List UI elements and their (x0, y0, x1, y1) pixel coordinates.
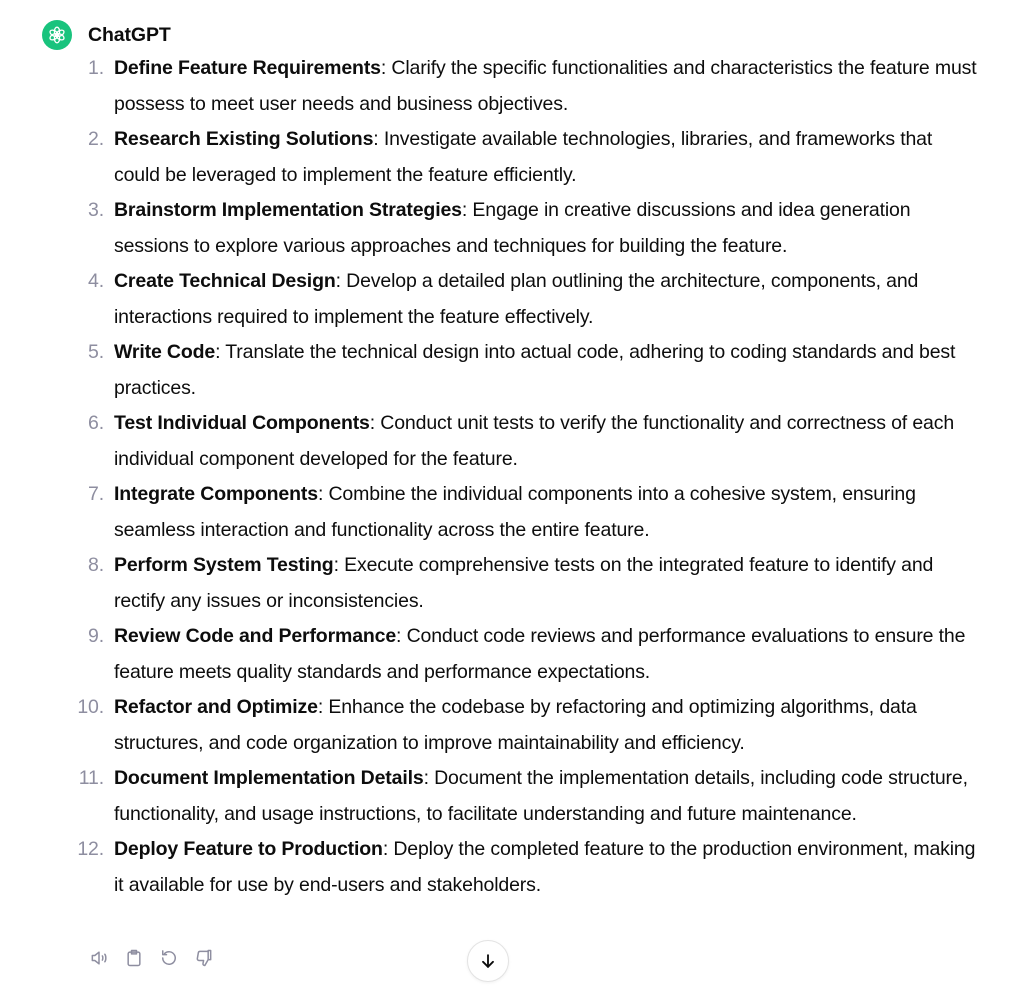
list-item-term: Document Implementation Details (114, 767, 424, 789)
arrow-down-icon (478, 951, 498, 971)
steps-list (42, 51, 982, 903)
speaker-icon (89, 948, 109, 968)
list-item-description: : Combine the individual components into a cohesive system, ensuring seamless interaction and functionality across the entire feature. (114, 483, 916, 541)
list-item-term: Deploy Feature to Production (114, 838, 383, 860)
list-item-number: 11. (78, 767, 104, 789)
list-item-number: 3. (88, 199, 104, 221)
list-item (42, 264, 982, 335)
list-item-term: Write Code (114, 341, 216, 363)
list-item-number: 7. (88, 483, 104, 505)
regenerate-icon (159, 948, 179, 968)
list-item-description: : Translate the technical design into actual code, adhering to coding standards and best practices. (114, 341, 956, 399)
list-item-description: : Conduct code reviews and performance evaluations to ensure the feature meets quality standards and performance expectations. (114, 625, 966, 683)
copy-button[interactable] (123, 944, 145, 972)
list-item-description: : Document the implementation details, including code structure, functionality, and usage instructions, to facilitate understanding and future maintenance. (114, 767, 968, 825)
list-item (42, 690, 982, 761)
list-item-description: : Engage in creative discussions and idea generation sessions to explore various approaches and techniques for building the feature. (114, 199, 911, 257)
list-item (42, 761, 982, 832)
list-item-number: 2. (88, 128, 104, 150)
list-item-description: : Enhance the codebase by refactoring and optimizing algorithms, data structures, and code organization to improve maintainability and efficiency. (114, 696, 917, 754)
list-item-description: : Deploy the completed feature to the production environment, making it available for use by end-users and stakeholders. (114, 838, 976, 896)
message-header (42, 18, 982, 52)
list-item-term: Integrate Components (114, 483, 318, 505)
list-item-number: 6. (88, 412, 104, 434)
list-item-number: 1. (88, 57, 104, 79)
thumbs-down-button[interactable] (193, 944, 215, 972)
list-item-term: Define Feature Requirements (114, 57, 381, 79)
list-item (42, 122, 982, 193)
list-item-number: 5. (88, 341, 104, 363)
list-item-term: Create Technical Design (114, 270, 336, 292)
list-item (42, 548, 982, 619)
message-actions (88, 944, 215, 972)
list-item-description: : Execute comprehensive tests on the integrated feature to identify and rectify any issues or inconsistencies. (114, 554, 934, 612)
scroll-to-bottom-button[interactable] (467, 940, 509, 982)
list-item-term: Review Code and Performance (114, 625, 397, 647)
list-item (42, 619, 982, 690)
thumbs-down-icon (194, 948, 214, 968)
list-item-term: Research Existing Solutions (114, 128, 374, 150)
list-item-term: Brainstorm Implementation Strategies (114, 199, 462, 221)
list-item (42, 406, 982, 477)
list-item-term: Test Individual Components (114, 412, 370, 434)
list-item-term: Refactor and Optimize (114, 696, 318, 718)
list-item-description: : Conduct unit tests to verify the functionality and correctness of each individual component developed for the feature. (114, 412, 955, 470)
list-item-term: Perform System Testing (114, 554, 334, 576)
list-item (42, 193, 982, 264)
regenerate-button[interactable] (158, 944, 180, 972)
read-aloud-button[interactable] (88, 944, 110, 972)
assistant-message (42, 18, 982, 903)
list-item (42, 832, 982, 903)
list-item-description: : Investigate available technologies, libraries, and frameworks that could be leveraged to implement the feature efficiently. (114, 128, 933, 186)
list-item (42, 477, 982, 548)
list-item-number: 10. (77, 696, 104, 718)
list-item-number: 12. (77, 838, 104, 860)
copy-icon (124, 948, 144, 968)
author-name: ChatGPT (88, 23, 171, 46)
list-item (42, 51, 982, 122)
list-item-description: : Develop a detailed plan outlining the architecture, components, and interactions required to implement the feature effectively. (114, 270, 919, 328)
list-item-number: 9. (88, 625, 104, 647)
list-item-number: 4. (88, 270, 104, 292)
chatgpt-logo-icon (42, 20, 72, 50)
list-item (42, 335, 982, 406)
list-item-description: : Clarify the specific functionalities and characteristics the feature must possess to meet user needs and business objectives. (114, 57, 977, 115)
list-item-number: 8. (88, 554, 104, 576)
